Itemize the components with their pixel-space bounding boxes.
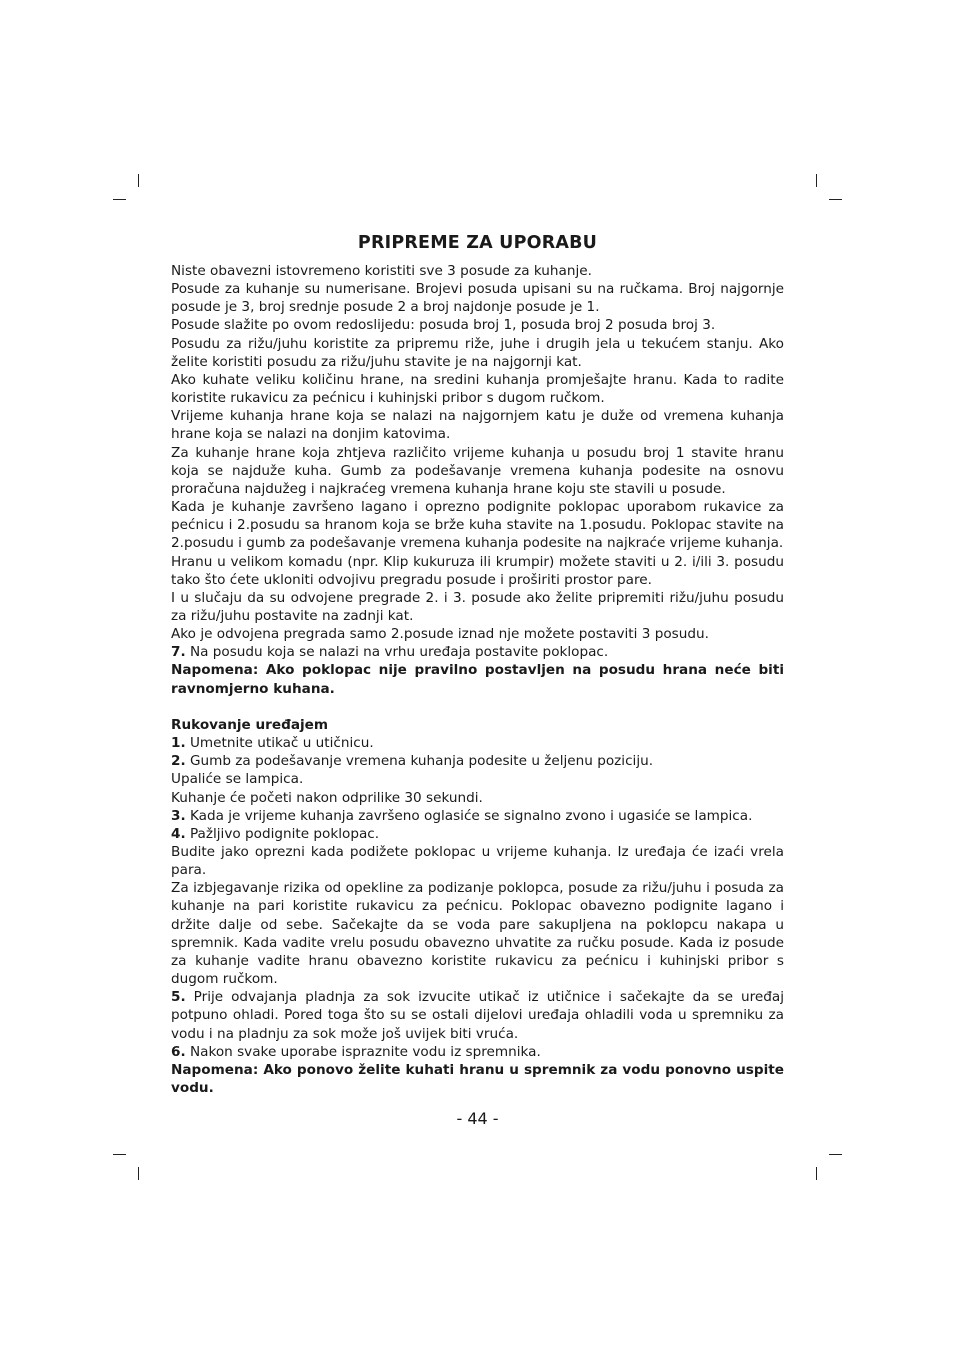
paragraph-text: Posudu za rižu/juhu koristite za pripremu riže, juhe i drugih jela u tekućem stanju. Ako želite koristiti posudu za rižu/juhu stavite je na najgornji kat. — [171, 335, 784, 370]
numbered-step — [171, 988, 784, 1042]
paragraph-text: Budite jako oprezni kada podižete poklopac u vrijeme kuhanja. Iz uređaja će izaći vrela para. — [171, 843, 784, 879]
crop-mark-top-right-horizontal — [829, 199, 842, 200]
numbered-step — [171, 752, 784, 770]
crop-mark-top-left-horizontal — [113, 199, 126, 200]
paragraph — [171, 589, 784, 625]
numbered-step — [171, 825, 784, 843]
step-number: 6. — [171, 1043, 186, 1060]
paragraph-text: Ako kuhate veliku količinu hrane, na sredini kuhanja promješajte hranu. Kada to radite koristite rukavicu za pećnicu i kuhinjski pribor s dugom ručkom. — [171, 371, 784, 407]
paragraph-text: Napomena: Ako ponovo želite kuhati hranu u spremnik za vodu ponovno uspite vodu. — [171, 1061, 784, 1097]
paragraph-text: Ako je odvojena pregrada samo 2.posude iznad nje možete postaviti 3 posudu. — [171, 626, 709, 643]
paragraph — [171, 770, 784, 788]
paragraph-text: Kada je vrijeme kuhanja završeno oglasiće se signalno zvono i ugasiće se lampica. — [189, 807, 753, 824]
paragraph — [171, 316, 784, 334]
crop-mark-bottom-right-vertical — [816, 1167, 817, 1180]
crop-mark-top-left-vertical — [138, 174, 139, 187]
paragraph-text: Prije odvajanja pladnja za sok izvucite utikač iz utičnice i sačekajte da se uređaj potpuno ohladi. Pored toga što su se ostali dijelovi uređaja ohladili voda u spremniku za vodu i na pladnju za sok može još uvijek biti vruća. — [171, 989, 785, 1042]
paragraph-text: Rukovanje uređajem — [171, 716, 329, 733]
paragraph-text: Posude slažite po ovom redoslijedu: posuda broj 1, posuda broj 2 posuda broj 3. — [171, 317, 716, 334]
paragraph-text: Vrijeme kuhanja hrane koja se nalazi na najgornjem katu je duže od vremena kuhanja hrane koja se nalazi na donjim katovima. — [171, 408, 784, 443]
crop-mark-bottom-left-vertical — [138, 1167, 139, 1180]
bold-note — [171, 1061, 784, 1097]
paragraph-text: Kuhanje će početi nakon odprilike 30 sekundi. — [171, 789, 483, 806]
paragraph — [171, 262, 784, 280]
paragraph — [171, 444, 784, 498]
numbered-step — [171, 1043, 784, 1061]
page-number: - 44 - — [456, 1109, 499, 1128]
step-number: 5. — [171, 989, 186, 1006]
paragraph — [171, 843, 784, 879]
step-number: 7. — [171, 644, 186, 661]
crop-mark-bottom-right-horizontal — [829, 1154, 842, 1155]
paragraph — [171, 280, 784, 316]
crop-mark-bottom-left-horizontal — [113, 1154, 126, 1155]
paragraph-text: Nakon svake uporabe ispraznite vodu iz spremnika. — [189, 1043, 541, 1060]
paragraph-text: Gumb za podešavanje vremena kuhanja podesite u željenu poziciju. — [189, 753, 654, 770]
paragraph-text: Umetnite utikač u utičnicu. — [189, 735, 374, 752]
step-number: 2. — [171, 753, 186, 770]
paragraph — [171, 498, 784, 552]
paragraph — [171, 553, 784, 589]
paragraph — [171, 625, 784, 643]
step-number: 4. — [171, 825, 186, 842]
paragraph-spacer — [171, 698, 784, 716]
paragraph-text: I u slučaju da su odvojene pregrade 2. i 3. posude ako želite pripremiti rižu/juhu posudu za rižu/juhu postavite na zadnji kat. — [171, 589, 784, 624]
bold-note — [171, 661, 784, 697]
paragraph-text: Na posudu koja se nalazi na vrhu uređaja postavite poklopac. — [189, 644, 609, 661]
paragraph-text: Za izbjegavanje rizika od opekline za podizanje poklopca, posude za rižu/juhu i posuda za kuhanje na pari koristite rukavicu za pećnicu. Poklopac obavezno podignite lagano i držite dalje od sebe. Sačekajte da se voda pare sakupljena na poklopcu nakapa u spremnik. Kada vadite vrelu posudu obavezno uhvatite za ručku posude. Kada iz posude za kuhanje vadite hranu obavezno koristite rukavicu za pećnicu i kuhinjski pribor s dugom ručkom. — [171, 880, 784, 988]
numbered-step — [171, 734, 784, 752]
bold-note — [171, 716, 784, 734]
paragraph-text: Posude za kuhanje su numerisane. Brojevi posuda upisani su na ručkama. Broj najgornje posude je 3, broj srednje posude 2 a broj najdonje posude je 1. — [171, 281, 784, 316]
instructions-body — [171, 262, 784, 1097]
numbered-step — [171, 643, 784, 661]
step-number: 3. — [171, 807, 186, 824]
page-title: PRIPREME ZA UPORABU — [357, 233, 598, 253]
paragraph — [171, 335, 784, 371]
paragraph-text: Upaliće se lampica. — [171, 771, 304, 788]
numbered-step — [171, 807, 784, 825]
paragraph-text: Kada je kuhanje završeno lagano i oprezno podignite poklopac uporabom rukavice za pećnicu i 2.posudu sa hranom koja se brže kuha stavite na 1.posudu. Poklopac stavite na 2.posudu i gumb za podešavanje vremena kuhanja podesite na najkraće vrijeme kuhanja. — [171, 499, 784, 552]
crop-mark-top-right-vertical — [816, 174, 817, 187]
paragraph — [171, 789, 784, 807]
paragraph-text: Za kuhanje hrane koja zhtjeva različito vrijeme kuhanja u posudu broj 1 stavite hranu koja se najduže kuha. Gumb za podešavanje vremena kuhanja podesite na osnovu proračuna najdužeg i najkraćeg vremena kuhanja hrane koju ste stavili u posude. — [171, 444, 784, 497]
paragraph-text: Napomena: Ako poklopac nije pravilno postavljen na posudu hrana neće biti ravnomjerno kuhana. — [171, 662, 784, 697]
paragraph — [171, 371, 784, 407]
paragraph-text: Pažljivo podignite poklopac. — [189, 825, 380, 842]
paragraph — [171, 407, 784, 443]
paragraph-text: Niste obavezni istovremeno koristiti sve 3 posude za kuhanje. — [171, 263, 592, 279]
step-number: 1. — [171, 735, 186, 752]
paragraph — [171, 879, 784, 988]
paragraph-text: Hranu u velikom komadu (npr. Klip kukuruza ili krumpir) možete staviti u 2. i/ili 3. posudu tako što ćete ukloniti odvojivu pregradu posude i proširiti prostor pare. — [171, 553, 784, 588]
